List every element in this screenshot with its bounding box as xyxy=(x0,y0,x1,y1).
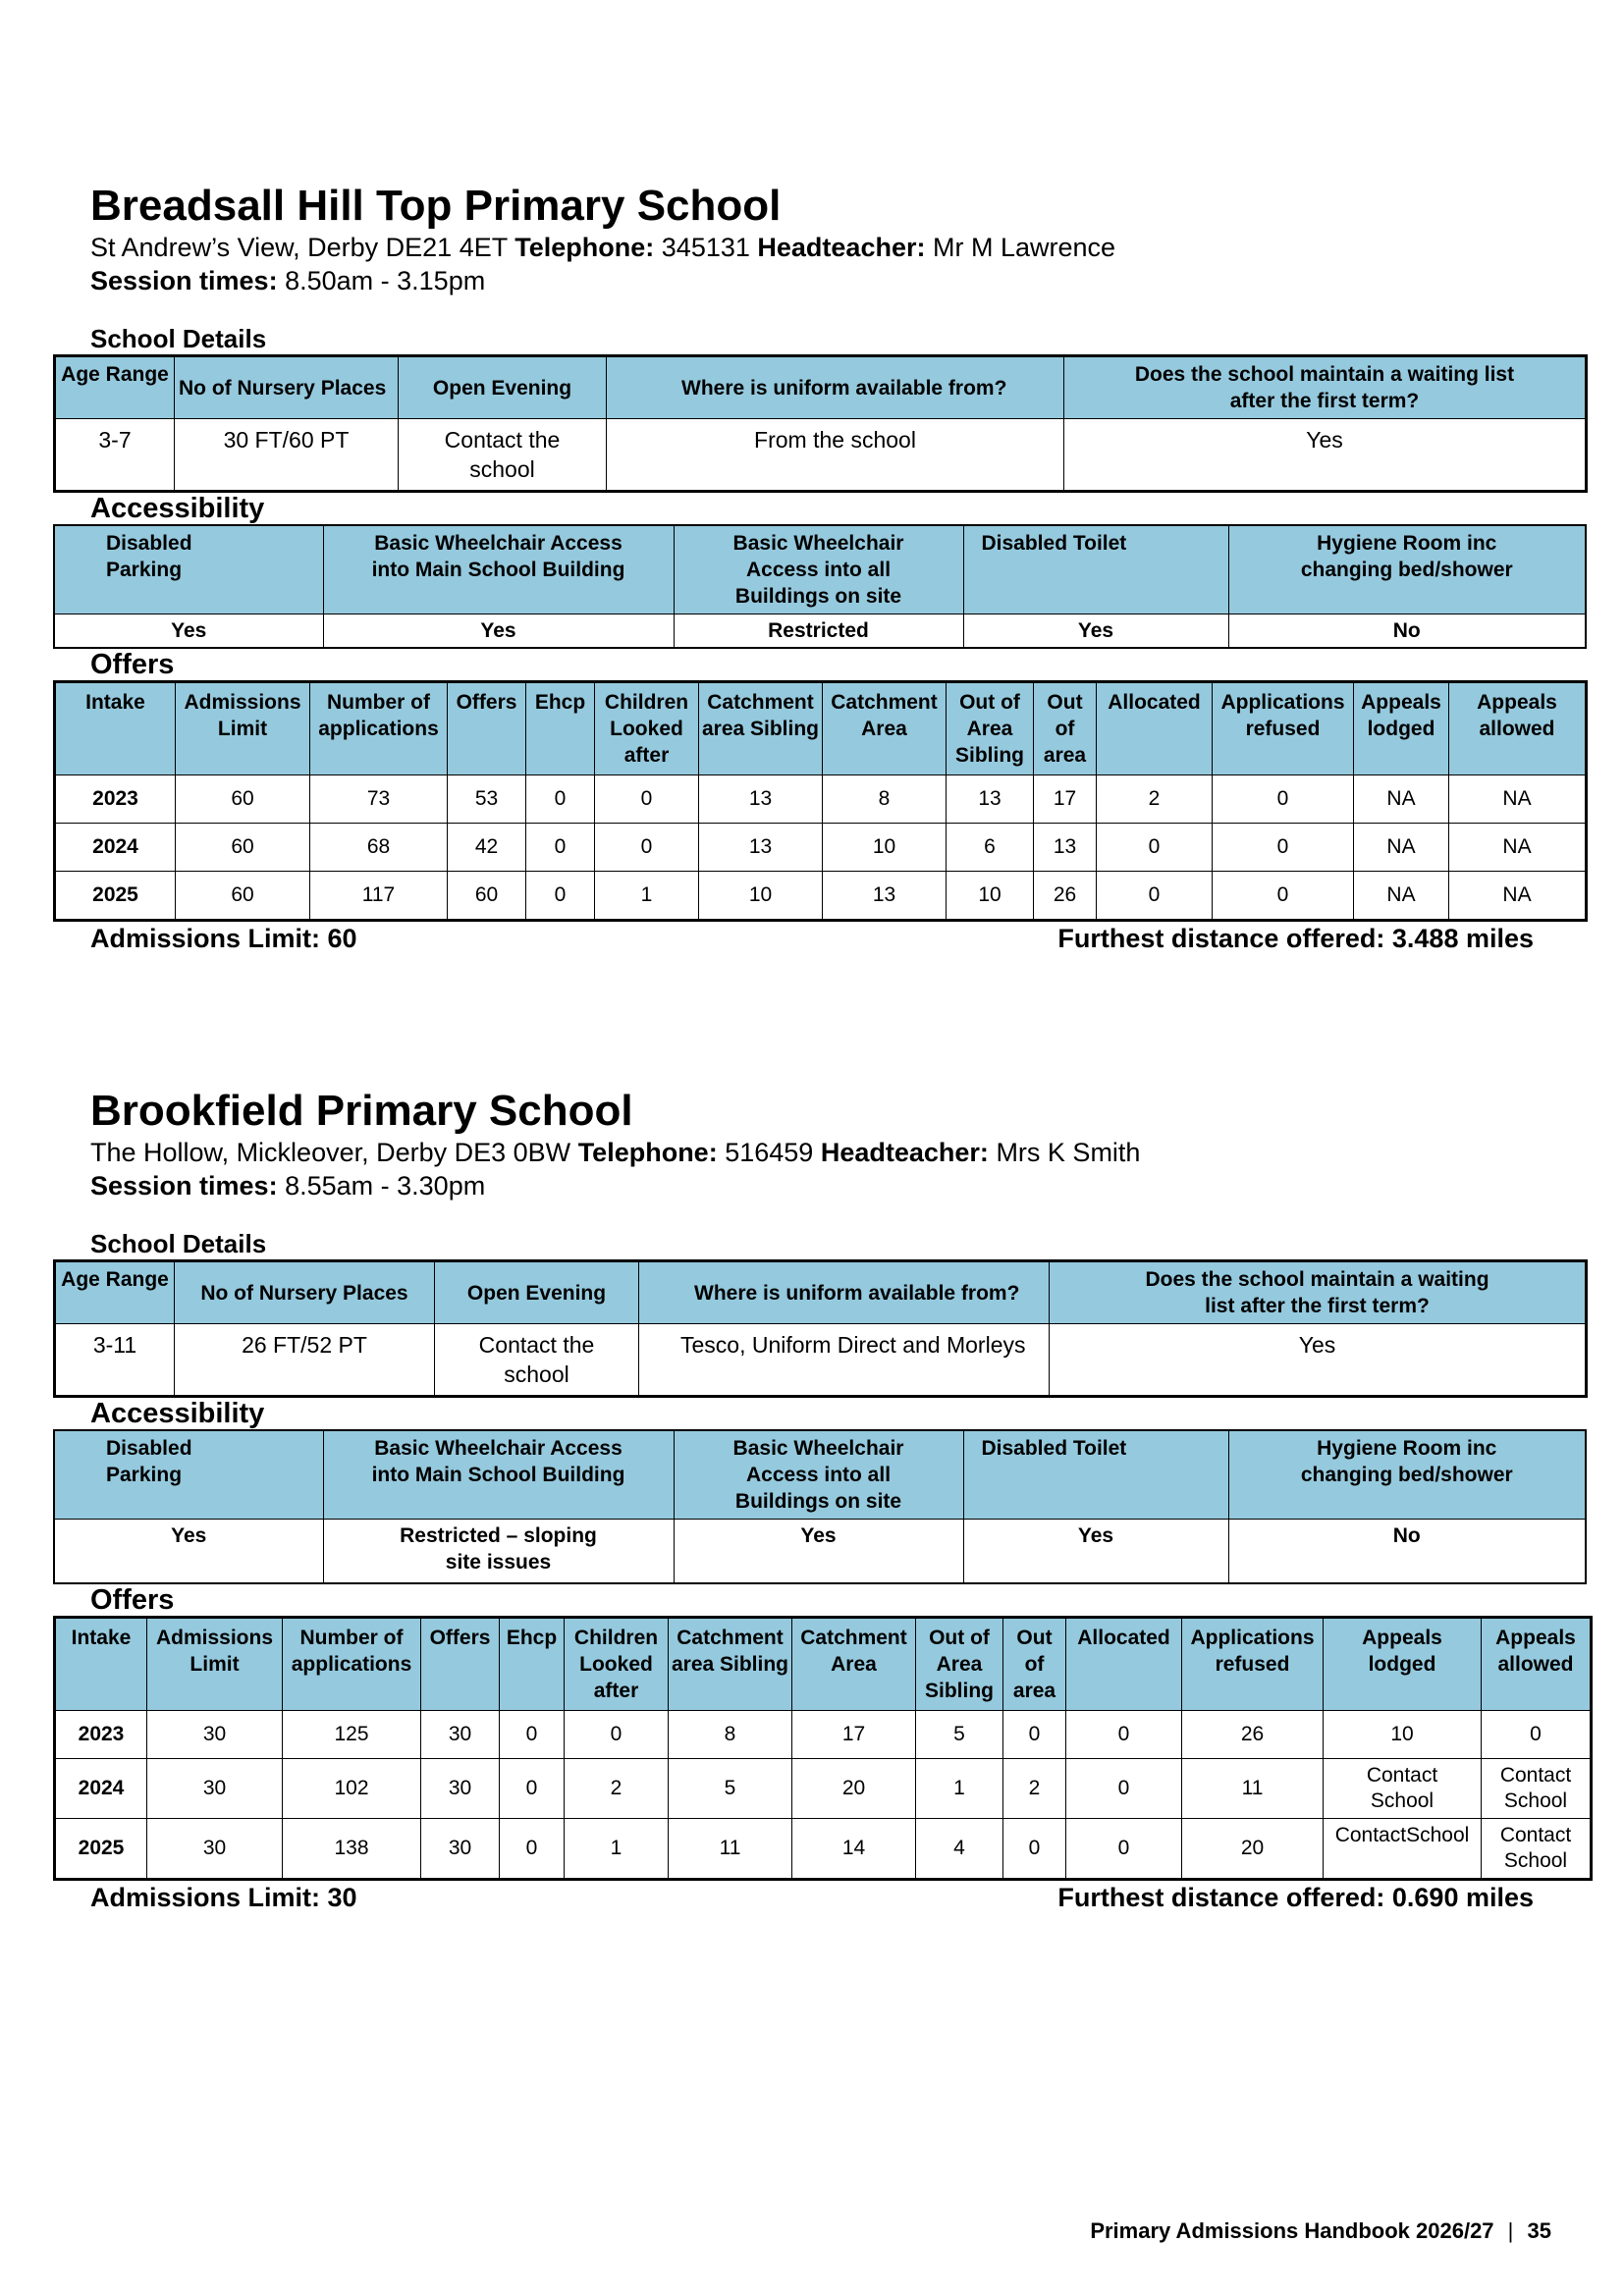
cell: 13 xyxy=(699,824,823,872)
cell: 26 xyxy=(1034,872,1097,921)
session-label: Session times: xyxy=(90,1171,278,1201)
cell: Contact School xyxy=(1324,1759,1482,1819)
header-ehcp: Ehcp xyxy=(526,682,595,775)
header-waiting-list: Does the school maintain a waiting list after the first term? xyxy=(1064,356,1587,419)
cell: 0 xyxy=(565,1711,669,1759)
cell: 4 xyxy=(916,1819,1003,1880)
cell: 13 xyxy=(823,872,947,921)
cell: 0 xyxy=(526,872,595,921)
header-open-evening: Open Evening xyxy=(399,356,607,419)
header-hygiene-room: Hygiene Room inc changing bed/shower xyxy=(1228,1430,1586,1520)
header-open-evening: Open Evening xyxy=(435,1261,639,1324)
disabled-toilet-value: Yes xyxy=(963,1520,1228,1584)
offers-row xyxy=(55,872,1587,921)
cell: 13 xyxy=(1034,824,1097,872)
offers-heading: Offers xyxy=(90,1584,175,1616)
cell: 0 xyxy=(1066,1759,1182,1819)
header-waiting-list: Does the school maintain a waiting list after the first term? xyxy=(1050,1261,1587,1324)
school-section xyxy=(61,1087,1576,1914)
cell: 0 xyxy=(1066,1711,1182,1759)
cell: 68 xyxy=(310,824,448,872)
session-line xyxy=(90,264,1571,297)
cell: Contact School xyxy=(1482,1759,1592,1819)
header-hygiene-room: Hygiene Room inc changing bed/shower xyxy=(1228,525,1586,614)
cell: 138 xyxy=(283,1819,421,1880)
session-times: 8.55am - 3.30pm xyxy=(285,1171,486,1201)
header-catchment-area: Catchment Area xyxy=(823,682,947,775)
header-children-looked-after: Children Looked after xyxy=(595,682,699,775)
cell: NA xyxy=(1354,775,1449,824)
offers-heading: Offers xyxy=(90,649,175,680)
cell: 0 xyxy=(1213,775,1354,824)
admissions-limit: Admissions Limit: 60 xyxy=(90,924,357,953)
school-section xyxy=(61,182,1571,955)
waiting-list-value: Yes xyxy=(1050,1324,1587,1397)
accessibility-heading: Accessibility xyxy=(90,1398,265,1429)
uniform-value: Tesco, Uniform Direct and Morleys xyxy=(639,1324,1050,1397)
page-number: 35 xyxy=(1527,2218,1551,2243)
wheelchair-main-value: Restricted – sloping site issues xyxy=(323,1520,674,1584)
header-offers: Offers xyxy=(448,682,526,775)
cell: 11 xyxy=(669,1819,792,1880)
school-address-line xyxy=(90,1136,1571,1169)
header-uniform: Where is uniform available from? xyxy=(639,1261,1050,1324)
cell: 17 xyxy=(792,1711,916,1759)
school-details-heading: School Details xyxy=(90,324,267,353)
telephone: 516459 xyxy=(725,1138,814,1167)
cell: 2 xyxy=(1003,1759,1066,1819)
cell: 0 xyxy=(1003,1711,1066,1759)
cell: 30 xyxy=(147,1711,283,1759)
header-admissions-limit: Admissions Limit xyxy=(147,1618,283,1711)
header-allocated: Allocated xyxy=(1066,1618,1182,1711)
header-out-of-area: Out of area xyxy=(1003,1618,1066,1711)
cell: NA xyxy=(1449,775,1587,824)
cell: 117 xyxy=(310,872,448,921)
disabled-parking-value: Yes xyxy=(54,1520,323,1584)
header-ehcp: Ehcp xyxy=(500,1618,565,1711)
cell: 60 xyxy=(176,775,310,824)
cell: 0 xyxy=(500,1759,565,1819)
cell: 0 xyxy=(1066,1819,1182,1880)
header-nursery-places: No of Nursery Places xyxy=(175,356,399,419)
cell: 10 xyxy=(699,872,823,921)
cell: ContactSchool xyxy=(1324,1819,1482,1880)
cell: 30 xyxy=(421,1711,500,1759)
header-uniform: Where is uniform available from? xyxy=(607,356,1064,419)
summary-row xyxy=(90,922,1534,955)
cell: NA xyxy=(1354,872,1449,921)
header-applications-refused: Applications refused xyxy=(1213,682,1354,775)
cell: 2025 xyxy=(55,872,176,921)
header-disabled-parking: Disabled Parking xyxy=(54,1430,323,1520)
school-details-heading: School Details xyxy=(90,1229,267,1258)
header-catchment-area-sibling: Catchment area Sibling xyxy=(699,682,823,775)
cell: 2025 xyxy=(55,1819,147,1880)
header-wheelchair-all: Basic Wheelchair Access into all Buildings on site xyxy=(674,525,963,614)
cell: 53 xyxy=(448,775,526,824)
waiting-list-value: Yes xyxy=(1064,419,1587,492)
cell: 2 xyxy=(1097,775,1213,824)
furthest-distance: Furthest distance offered: 0.690 miles xyxy=(1057,1883,1534,1912)
cell: 102 xyxy=(283,1759,421,1819)
age-range-value: 3-11 xyxy=(55,1324,175,1397)
headteacher-label: Headteacher: xyxy=(820,1138,989,1167)
cell: 60 xyxy=(176,872,310,921)
cell: 17 xyxy=(1034,775,1097,824)
school-details-table xyxy=(53,354,1588,493)
wheelchair-all-value: Yes xyxy=(674,1520,963,1584)
summary-row xyxy=(90,1881,1534,1914)
header-intake: Intake xyxy=(55,682,176,775)
header-children-looked-after: Children Looked after xyxy=(565,1618,669,1711)
header-admissions-limit: Admissions Limit xyxy=(176,682,310,775)
open-evening-value: Contact the school xyxy=(435,1324,639,1397)
cell: 0 xyxy=(500,1819,565,1880)
header-disabled-toilet: Disabled Toilet xyxy=(963,525,1228,614)
school-details-table xyxy=(53,1259,1588,1398)
cell: 10 xyxy=(947,872,1034,921)
headteacher-label: Headteacher: xyxy=(757,233,926,262)
school-address-line xyxy=(90,231,1571,264)
cell: 2023 xyxy=(55,1711,147,1759)
school-name: Breadsall Hill Top Primary School xyxy=(90,182,782,230)
header-allocated: Allocated xyxy=(1097,682,1213,775)
cell: 26 xyxy=(1182,1711,1324,1759)
telephone-label: Telephone: xyxy=(514,233,655,262)
furthest-distance: Furthest distance offered: 3.488 miles xyxy=(1057,924,1534,953)
offers-row xyxy=(55,775,1587,824)
cell: 0 xyxy=(526,775,595,824)
disabled-parking-value: Yes xyxy=(54,614,323,649)
cell: 2024 xyxy=(55,824,176,872)
offers-row xyxy=(55,1711,1592,1759)
school-name: Brookfield Primary School xyxy=(90,1087,633,1135)
open-evening-value: Contact the school xyxy=(399,419,607,492)
header-age-range: Age Range xyxy=(55,356,175,419)
header-appeals-allowed: Appeals allowed xyxy=(1482,1618,1592,1711)
telephone: 345131 xyxy=(661,233,750,262)
offers-row xyxy=(55,1759,1592,1819)
cell: 30 xyxy=(421,1759,500,1819)
header-number-of-applications: Number of applications xyxy=(283,1618,421,1711)
header-out-of-area: Out of area xyxy=(1034,682,1097,775)
cell: 8 xyxy=(669,1711,792,1759)
header-out-of-area-sibling: Out of Area Sibling xyxy=(947,682,1034,775)
cell: NA xyxy=(1449,824,1587,872)
footer-separator: | xyxy=(1507,2218,1514,2243)
cell: 10 xyxy=(823,824,947,872)
session-times: 8.50am - 3.15pm xyxy=(285,266,486,295)
page-footer xyxy=(982,2218,1551,2244)
cell: 20 xyxy=(792,1759,916,1819)
nursery-places-value: 26 FT/52 PT xyxy=(175,1324,435,1397)
uniform-value: From the school xyxy=(607,419,1064,492)
cell: 11 xyxy=(1182,1759,1324,1819)
accessibility-heading: Accessibility xyxy=(90,493,265,524)
cell: Contact School xyxy=(1482,1819,1592,1880)
cell: NA xyxy=(1354,824,1449,872)
cell: 13 xyxy=(947,775,1034,824)
header-wheelchair-all: Basic Wheelchair Access into all Buildings on site xyxy=(674,1430,963,1520)
cell: 60 xyxy=(176,824,310,872)
cell: 0 xyxy=(1213,872,1354,921)
accessibility-table xyxy=(53,524,1587,649)
cell: 2024 xyxy=(55,1759,147,1819)
header-catchment-area-sibling: Catchment area Sibling xyxy=(669,1618,792,1711)
session-label: Session times: xyxy=(90,266,278,295)
cell: 0 xyxy=(1003,1819,1066,1880)
telephone-label: Telephone: xyxy=(577,1138,718,1167)
wheelchair-all-value: Restricted xyxy=(674,614,963,649)
hygiene-room-value: No xyxy=(1228,1520,1586,1584)
header-disabled-parking: Disabled Parking xyxy=(54,525,323,614)
accessibility-table xyxy=(53,1429,1587,1584)
offers-row xyxy=(55,1819,1592,1880)
cell: 10 xyxy=(1324,1711,1482,1759)
header-number-of-applications: Number of applications xyxy=(310,682,448,775)
header-appeals-lodged: Appeals lodged xyxy=(1324,1618,1482,1711)
cell: 0 xyxy=(595,824,699,872)
cell: 5 xyxy=(916,1711,1003,1759)
handbook-title: Primary Admissions Handbook 2026/27 xyxy=(1090,2218,1494,2243)
offers-row xyxy=(55,824,1587,872)
cell: 5 xyxy=(669,1759,792,1819)
header-appeals-allowed: Appeals allowed xyxy=(1449,682,1587,775)
age-range-value: 3-7 xyxy=(55,419,175,492)
header-wheelchair-main: Basic Wheelchair Access into Main School Building xyxy=(323,525,674,614)
cell: 1 xyxy=(595,872,699,921)
cell: 14 xyxy=(792,1819,916,1880)
header-out-of-area-sibling: Out of Area Sibling xyxy=(916,1618,1003,1711)
header-age-range: Age Range xyxy=(55,1261,175,1324)
header-disabled-toilet: Disabled Toilet xyxy=(963,1430,1228,1520)
wheelchair-main-value: Yes xyxy=(323,614,674,649)
cell: 6 xyxy=(947,824,1034,872)
cell: 30 xyxy=(147,1759,283,1819)
cell: 0 xyxy=(1097,872,1213,921)
disabled-toilet-value: Yes xyxy=(963,614,1228,649)
header-nursery-places: No of Nursery Places xyxy=(175,1261,435,1324)
cell: 2 xyxy=(565,1759,669,1819)
cell: 0 xyxy=(1097,824,1213,872)
cell: 8 xyxy=(823,775,947,824)
cell: 0 xyxy=(595,775,699,824)
header-offers: Offers xyxy=(421,1618,500,1711)
offers-table xyxy=(53,1616,1593,1881)
header-catchment-area: Catchment Area xyxy=(792,1618,916,1711)
address: St Andrew’s View, Derby DE21 4ET xyxy=(90,233,508,262)
admissions-limit: Admissions Limit: 30 xyxy=(90,1883,357,1912)
cell: 0 xyxy=(500,1711,565,1759)
cell: 1 xyxy=(565,1819,669,1880)
header-appeals-lodged: Appeals lodged xyxy=(1354,682,1449,775)
cell: 30 xyxy=(421,1819,500,1880)
address: The Hollow, Mickleover, Derby DE3 0BW xyxy=(90,1138,571,1167)
cell: NA xyxy=(1449,872,1587,921)
header-wheelchair-main: Basic Wheelchair Access into Main School Building xyxy=(323,1430,674,1520)
headteacher: Mr M Lawrence xyxy=(933,233,1116,262)
cell: 60 xyxy=(448,872,526,921)
cell: 73 xyxy=(310,775,448,824)
hygiene-room-value: No xyxy=(1228,614,1586,649)
cell: 13 xyxy=(699,775,823,824)
cell: 0 xyxy=(526,824,595,872)
cell: 20 xyxy=(1182,1819,1324,1880)
header-intake: Intake xyxy=(55,1618,147,1711)
cell: 0 xyxy=(1482,1711,1592,1759)
nursery-places-value: 30 FT/60 PT xyxy=(175,419,399,492)
header-applications-refused: Applications refused xyxy=(1182,1618,1324,1711)
cell: 42 xyxy=(448,824,526,872)
offers-table xyxy=(53,680,1588,922)
cell: 0 xyxy=(1213,824,1354,872)
cell: 1 xyxy=(916,1759,1003,1819)
cell: 30 xyxy=(147,1819,283,1880)
headteacher: Mrs K Smith xyxy=(996,1138,1141,1167)
session-line xyxy=(90,1169,1571,1202)
cell: 125 xyxy=(283,1711,421,1759)
cell: 2023 xyxy=(55,775,176,824)
